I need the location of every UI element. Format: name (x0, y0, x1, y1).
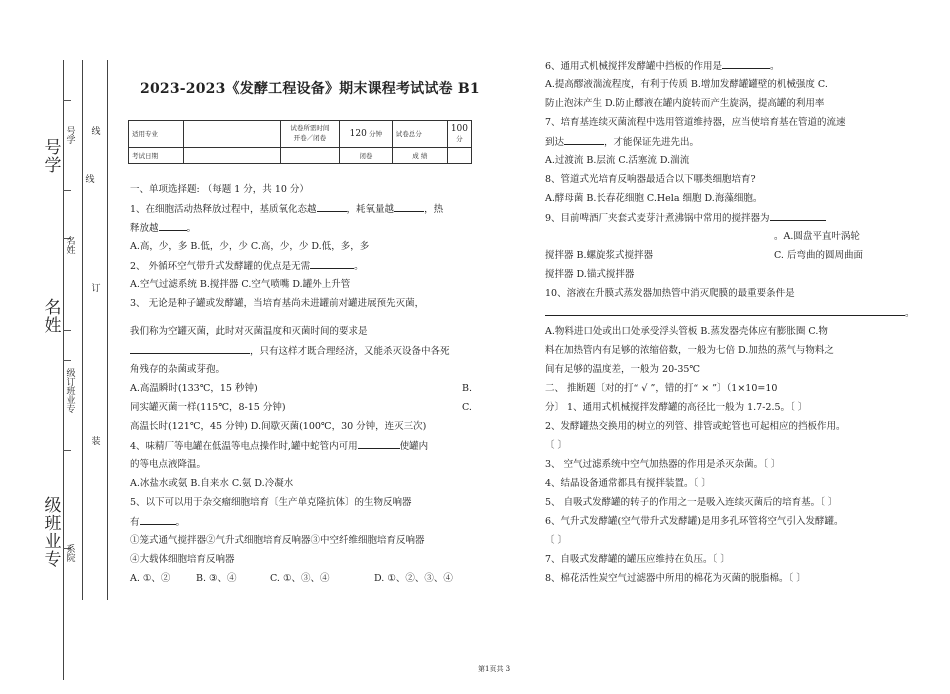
tf-question-3: 3、 空气过滤系统中空气加热器的作用是杀灭杂菌。〔 〕 (545, 459, 781, 470)
result-label: 成 绩 (392, 147, 447, 163)
answer-blank[interactable] (394, 199, 424, 212)
margin-bind-mark: 订 (91, 284, 101, 294)
tf-question-2: 2、发酵罐热交换用的树立的列管、排管或蛇管也可起相应的挡板作用。 (545, 421, 846, 432)
section-two-heading: 二、 推断题〔对的打“ √ ”，错的打“ × ”〕（1×10=10 (545, 383, 778, 394)
question-3-cont-3: 角残存的杂菌或芽孢。 (130, 364, 226, 375)
question-1: 1、在细胞活动热释放过程中，基质氧化态越 ，耗氧量越 ，热 (130, 199, 443, 219)
question-5-option-d: D. ①、②、③、④ (374, 573, 453, 584)
question-6-options: A.提高醪液湍流程度，有利于传质 B.增加发酵罐罐壁的机械强度 C. (545, 79, 828, 90)
duration-value: 120 (349, 128, 367, 139)
question-10: 10、溶液在升膜式蒸发器加热管中消灭爬膜的最重要条件是 (545, 288, 795, 299)
result-value (447, 147, 471, 163)
margin-cut-line (107, 60, 108, 600)
exam-title: 2023-2023《发酵工程设备》期末课程考试试卷 B1 (140, 81, 480, 97)
question-10-options-cont-2: 间有足够的温度差，一般为 20-35℃ (545, 364, 701, 375)
duration-value-cell (339, 121, 392, 148)
tf-question-4: 4、结晶设备通常都具有搅拌装置。〔 〕 (545, 478, 711, 489)
question-9: 9、目前啤酒厂夹套式麦芽汁煮沸锅中常用的搅拌器为 (545, 208, 826, 228)
answer-blank[interactable] (564, 132, 604, 145)
question-7: 7、培育基连续灭菌流程中选用管道维持器，应当使培育基在管道的流速 (545, 117, 846, 128)
closed-book-value: 闭卷 (339, 147, 392, 163)
margin-line-mark-2: 线 (85, 175, 95, 185)
score-label: 试卷总分 (392, 121, 447, 148)
question-3-option-b-marker: B. (462, 383, 473, 394)
major-value (183, 121, 280, 148)
question-4-options: A.冰盐水或氨 B.自来水 C.氨 D.冷凝水 (130, 478, 294, 489)
exam-date-label: 考试日期 (129, 147, 184, 163)
score-value: 100 (450, 124, 468, 135)
duration-label-cell (280, 121, 339, 148)
duration-unit: 分钟 (368, 129, 382, 138)
question-5-items: ①笼式通气搅拌器②气升式细胞培育反响器③中空纤维细胞培育反响器 (130, 535, 425, 546)
margin-label-student-id: 号学 (66, 127, 76, 146)
tf-question-6-bracket[interactable]: 〔 〕 (545, 535, 568, 546)
question-5-item-4: ④大载体细胞培育反响器 (130, 554, 235, 565)
question-8: 8、管道式光培育反响器最适合以下哪类细胞培育? (545, 174, 756, 185)
question-4-cont: 的等电点液降温。 (130, 459, 207, 470)
question-10-options: A.物料进口处或出口处承受浮头管板 B.蒸发器壳体应有膨胀圈 C.物 (545, 326, 828, 337)
answer-blank[interactable] (159, 218, 187, 231)
exam-mode-label: 开卷／闭卷 (293, 133, 327, 142)
exam-date-value (183, 147, 280, 163)
question-10-blank-line: 。 (545, 303, 915, 323)
question-6-options-cont: 防止泡沫产生 D.防止醪液在罐内旋转而产生旋涡，提高罐的利用率 (545, 98, 825, 109)
question-1-options: A.高，少，多 B.低，少，少 C.高，少，少 D.低，多，多 (130, 241, 370, 252)
question-3-option-a: A.高温瞬时(133℃，15 秒钟) (130, 383, 258, 394)
question-2: 2、 外循环空气带升式发酵罐的优点是无需 。 (130, 256, 364, 276)
answer-blank[interactable] (770, 208, 826, 221)
tf-question-5: 5、 自吸式发酵罐的转子的作用之一是吸入连续灭菌后的培育基。〔 〕 (545, 497, 838, 508)
margin-big-student-id: 号学 (44, 138, 62, 176)
answer-blank[interactable] (310, 256, 354, 269)
question-4: 4、味精厂等电罐在低温等电点操作时,罐中蛇管内可用 使罐内 (130, 436, 428, 456)
question-5-option-b: B. ③、④ (196, 573, 237, 584)
question-8-options: A.酵母菌 B.长春花细胞 C.Hela 细胞 D.海藻细胞。 (545, 193, 763, 204)
margin-line-mark-1: 线 (91, 127, 101, 137)
score-unit: 分 (456, 135, 463, 144)
page-footer: 第1页共 3 (478, 665, 511, 673)
margin-label-class-major: 级订班业专 (66, 369, 76, 415)
question-3-option-c-d: 高温长时(121℃，45 分钟) D.间歇灭菌(100℃，30 分钟，连灭三次) (130, 421, 427, 432)
question-5-cont: 有 。 (130, 512, 185, 532)
question-3-cont-2: ，只有这样才既合理经济，又能杀灭设备中各死 (130, 341, 450, 361)
question-9-option-c: C. 后弯曲的圆周曲面 (774, 250, 863, 261)
tf-question-1: 分〕 1、通用式机械搅拌发酵罐的高径比一般为 1.7-2.5。〔 〕 (545, 402, 808, 413)
question-3-cont: 我们称为空罐灭菌，此时对灭菌温度和灭菌时间的要求是 (130, 326, 368, 337)
answer-blank[interactable] (140, 512, 176, 525)
tf-question-8: 8、棉花活性炭空气过滤器中所用的棉花为灭菌的脱脂棉。〔 〕 (545, 573, 806, 584)
tf-question-2-bracket[interactable]: 〔 〕 (545, 440, 568, 451)
answer-blank[interactable] (358, 436, 400, 449)
question-1-cont: 释放越 。 (130, 218, 196, 238)
score-value-cell (447, 121, 471, 148)
question-3-option-b: 同实罐灭菌一样(115℃，8-15 分钟) (130, 402, 286, 413)
duration-label: 试卷所需时间 (290, 124, 330, 133)
question-10-options-cont: 料在加热管内有足够的浓缩倍数，一般为七倍 D.加热的蒸气与物料之 (545, 345, 834, 356)
question-9-option-a: 。A.圆盘平直叶涡轮 (774, 231, 860, 242)
question-7-cont: 到达 ，才能保证先进先出。 (545, 132, 699, 152)
question-5-option-a: A. ①、② (130, 573, 171, 584)
margin-install-mark: 装 (91, 437, 101, 447)
major-label: 适用专业 (129, 121, 184, 148)
question-9-option-b: 搅拌器 B.螺旋浆式搅拌器 (545, 250, 654, 261)
question-7-options: A.过渡流 B.层流 C.活塞流 D.湍流 (545, 155, 690, 166)
tf-question-6: 6、气升式发酵罐(空气带升式发酵罐)是用多孔环管将空气引入发酵罐。 (545, 516, 844, 527)
margin-inner-line (82, 60, 83, 600)
exam-info-table (128, 120, 472, 164)
margin-label-department: 系院 (66, 545, 76, 564)
question-3: 3、 无论是种子罐或发酵罐，当培育基尚未进罐前对罐进展预先灭菌， (130, 298, 425, 309)
tf-question-7: 7、自吸式发酵罐的罐压应维持在负压。〔 〕 (545, 554, 730, 565)
question-5: 5、以下可以用于杂交瘤细胞培育〔生产单克隆抗体〕的生物反响器 (130, 497, 412, 508)
margin-big-class-major: 级班业专 (44, 496, 62, 570)
margin-label-name: 名姓 (66, 237, 76, 256)
empty-cell (280, 147, 339, 163)
answer-blank[interactable] (722, 56, 770, 69)
question-6: 6、通用式机械搅拌发酵罐中挡板的作用是 。 (545, 56, 780, 76)
question-2-options: A.空气过滤系统 B.搅拌器 C.空气喷嘴 D.罐外上升管 (130, 279, 351, 290)
margin-big-name: 名姓 (44, 298, 62, 336)
section-one-heading: 一、单项选择题: （每题 1 分，共 10 分） (130, 184, 309, 195)
question-5-option-c: C. ①、③、④ (270, 573, 330, 584)
question-9-option-d: 搅拌器 D.锚式搅拌器 (545, 269, 635, 280)
answer-blank[interactable] (545, 303, 905, 316)
answer-blank[interactable] (130, 341, 250, 354)
question-3-option-c-marker: C. (462, 402, 472, 413)
answer-blank[interactable] (317, 199, 347, 212)
